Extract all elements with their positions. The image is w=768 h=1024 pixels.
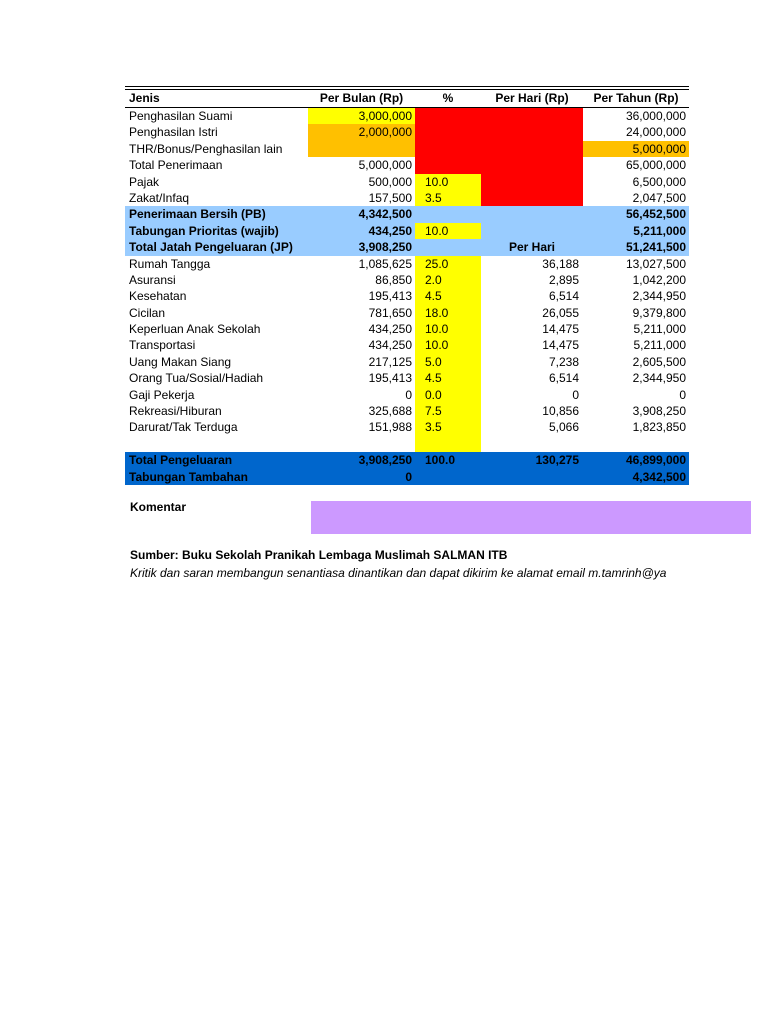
- table-row: [125, 354, 689, 370]
- value-cell: 6,514: [548, 289, 579, 304]
- value-cell: 434,250: [368, 223, 412, 238]
- summary-row-penerimaan-bersih: [125, 206, 689, 222]
- value-cell: 56,452,500: [625, 207, 686, 222]
- row-label: Zakat/Infaq: [129, 190, 190, 205]
- header-per-hari: Per Hari (Rp): [495, 91, 569, 105]
- value-cell: 5,211,000: [633, 338, 686, 353]
- header-per-tahun: Per Tahun (Rp): [593, 91, 679, 105]
- header-percent: %: [442, 91, 454, 105]
- percent-input-cell[interactable]: 4.5: [415, 370, 481, 386]
- spacer-row: [125, 436, 689, 452]
- value-cell: 65,000,000: [625, 158, 686, 173]
- locked-cell: [481, 190, 583, 206]
- value-cell: 6,500,000: [632, 174, 686, 189]
- value-cell: 5,000,000: [358, 158, 412, 173]
- feedback-note: Kritik dan saran membangun senantiasa dinantikan dan dapat dikirim ke alamat email m.tamrinh@ya: [130, 566, 667, 580]
- input-cell[interactable]: 5,000,000: [583, 141, 689, 157]
- locked-cell: [415, 157, 481, 173]
- locked-cell: [481, 124, 583, 140]
- value-cell: 434,250: [368, 338, 412, 353]
- row-label: Total Pengeluaran: [129, 453, 233, 468]
- row-label: THR/Bonus/Penghasilan lain: [129, 141, 283, 156]
- summary-row-tabungan-prioritas: [125, 223, 689, 239]
- value-cell: 217,125: [368, 354, 412, 369]
- row-label: Uang Makan Siang: [129, 354, 232, 369]
- komentar-input-box[interactable]: [311, 501, 751, 534]
- value-cell: 9,379,800: [632, 305, 686, 320]
- table-row: [125, 256, 689, 272]
- empty-cell: [481, 206, 583, 222]
- empty-cell: [308, 436, 415, 452]
- table-row: [125, 272, 689, 288]
- percent-input-cell[interactable]: 5.0: [415, 354, 481, 370]
- empty-cell: [415, 469, 481, 485]
- percent-input-cell[interactable]: 7.5: [415, 403, 481, 419]
- empty-cell: [481, 469, 583, 485]
- value-cell: 2,605,500: [632, 354, 686, 369]
- table-row: [125, 108, 689, 124]
- value-cell: 5,066: [548, 420, 579, 435]
- row-label: Pajak: [129, 174, 160, 189]
- value-cell: 781,650: [368, 305, 412, 320]
- value-cell: 14,475: [542, 322, 579, 337]
- value-cell: 13,027,500: [625, 256, 686, 271]
- percent-input-cell[interactable]: 0.0: [415, 387, 481, 403]
- row-label: Darurat/Tak Terduga: [129, 420, 238, 435]
- locked-cell: [481, 157, 583, 173]
- row-label: Gaji Pekerja: [129, 387, 195, 402]
- table-row: [125, 305, 689, 321]
- value-cell: 195,413: [368, 289, 412, 304]
- value-cell: 3,908,250: [358, 240, 412, 255]
- percent-input-cell[interactable]: 10.0: [415, 174, 481, 190]
- table-row: [125, 157, 689, 173]
- input-cell[interactable]: 2,000,000: [308, 124, 415, 140]
- value-cell: 3,908,250: [632, 404, 686, 419]
- row-label: Penghasilan Suami: [129, 109, 233, 123]
- empty-cell: [415, 436, 481, 452]
- value-cell: 46,899,000: [625, 453, 686, 468]
- value-cell: 24,000,000: [625, 125, 686, 140]
- value-cell: 14,475: [542, 338, 579, 353]
- locked-cell: [415, 108, 481, 124]
- value-cell: 2,895: [548, 272, 579, 287]
- value-cell: 36,000,000: [625, 109, 686, 123]
- value-cell: 100.0: [425, 453, 456, 468]
- empty-cell: [481, 223, 583, 239]
- komentar-label: Komentar: [130, 500, 187, 514]
- row-label: Keperluan Anak Sekolah: [129, 322, 261, 337]
- row-label: Orang Tua/Sosial/Hadiah: [129, 371, 264, 386]
- source-note: Sumber: Buku Sekolah Pranikah Lembaga Muslimah SALMAN ITB: [130, 548, 508, 562]
- table-row: [125, 174, 689, 190]
- value-cell: 0: [679, 387, 686, 402]
- total-row-tabungan-tambahan: [125, 469, 689, 485]
- row-label: Rumah Tangga: [129, 256, 211, 271]
- value-cell: 1,823,850: [632, 420, 686, 435]
- value-cell: 157,500: [368, 190, 412, 205]
- value-cell: 2,344,950: [632, 371, 686, 386]
- row-label: Transportasi: [129, 338, 196, 353]
- value-cell: 5,211,000: [633, 322, 686, 337]
- per-hari-label: Per Hari: [508, 240, 556, 255]
- input-cell[interactable]: [308, 141, 415, 157]
- table-row: [125, 370, 689, 386]
- table-row: [125, 387, 689, 403]
- table-row: [125, 337, 689, 353]
- value-cell: 10,856: [542, 404, 579, 419]
- table-row: [125, 288, 689, 304]
- row-label: Total Jatah Pengeluaran (JP): [129, 240, 293, 255]
- table-row: [125, 321, 689, 337]
- value-cell: 151,988: [368, 420, 412, 435]
- value-cell: 325,688: [368, 404, 412, 419]
- empty-cell: [415, 239, 481, 255]
- value-cell: 5,211,000: [633, 223, 686, 238]
- table-row: [125, 419, 689, 435]
- percent-input-cell[interactable]: 10.0: [415, 337, 481, 353]
- value-cell: 2,047,500: [632, 190, 686, 205]
- row-label: Total Penerimaan: [129, 158, 223, 173]
- locked-cell: [481, 174, 583, 190]
- top-rule: [125, 86, 689, 87]
- total-row-pengeluaran: [125, 452, 689, 468]
- value-cell: 51,241,500: [625, 240, 686, 255]
- row-label: Tabungan Prioritas (wajib): [129, 223, 279, 238]
- percent-input-cell[interactable]: 4.5: [415, 288, 481, 304]
- row-label: Tabungan Tambahan: [129, 469, 248, 484]
- row-label: Kesehatan: [129, 289, 187, 304]
- locked-cell: [481, 141, 583, 157]
- value-cell: 86,850: [375, 272, 412, 287]
- percent-input-cell[interactable]: 18.0: [415, 305, 481, 321]
- table-row: [125, 403, 689, 419]
- percent-input-cell[interactable]: 2.0: [415, 272, 481, 288]
- value-cell: 0: [572, 387, 579, 402]
- summary-row-total-jatah: [125, 239, 689, 255]
- percent-input-cell[interactable]: 10.0: [415, 223, 481, 239]
- value-cell: 0: [405, 469, 412, 484]
- budget-table: [125, 86, 689, 485]
- percent-input-cell[interactable]: 10.0: [415, 321, 481, 337]
- table-row: [125, 190, 689, 206]
- value-cell: 434,250: [368, 322, 412, 337]
- value-cell: 1,042,200: [632, 272, 686, 287]
- value-cell: 4,342,500: [358, 207, 412, 222]
- row-label: Cicilan: [129, 305, 166, 320]
- percent-input-cell[interactable]: 25.0: [415, 256, 481, 272]
- row-label: Rekreasi/Hiburan: [129, 404, 222, 419]
- row-label: Penerimaan Bersih (PB): [129, 207, 266, 222]
- value-cell: 7,238: [548, 354, 579, 369]
- value-cell: 6,514: [548, 371, 579, 386]
- value-cell: 26,055: [542, 305, 579, 320]
- locked-cell: [481, 108, 583, 124]
- value-cell: 1,085,625: [358, 256, 412, 271]
- table-row: [125, 124, 689, 140]
- value-cell: 36,188: [542, 256, 579, 271]
- value-cell: 500,000: [368, 174, 412, 189]
- empty-cell: [125, 436, 308, 452]
- percent-input-cell[interactable]: 3.5: [415, 419, 481, 435]
- value-cell: 4,342,500: [632, 469, 686, 484]
- value-cell: 130,275: [535, 453, 579, 468]
- table-row: [125, 141, 689, 157]
- value-cell: 195,413: [368, 371, 412, 386]
- header-jenis: Jenis: [129, 91, 160, 105]
- value-cell: 2,344,950: [632, 289, 686, 304]
- table-header-row: [125, 89, 689, 108]
- input-cell[interactable]: 3,000,000: [308, 108, 415, 124]
- row-label: Penghasilan Istri: [129, 125, 218, 140]
- percent-input-cell[interactable]: 3.5: [415, 190, 481, 206]
- locked-cell: [415, 141, 481, 157]
- value-cell: 3,908,250: [358, 453, 412, 468]
- locked-cell: [415, 124, 481, 140]
- header-per-bulan: Per Bulan (Rp): [319, 91, 404, 105]
- value-cell: 0: [405, 387, 412, 402]
- row-label: Asuransi: [129, 272, 176, 287]
- empty-cell: [415, 206, 481, 222]
